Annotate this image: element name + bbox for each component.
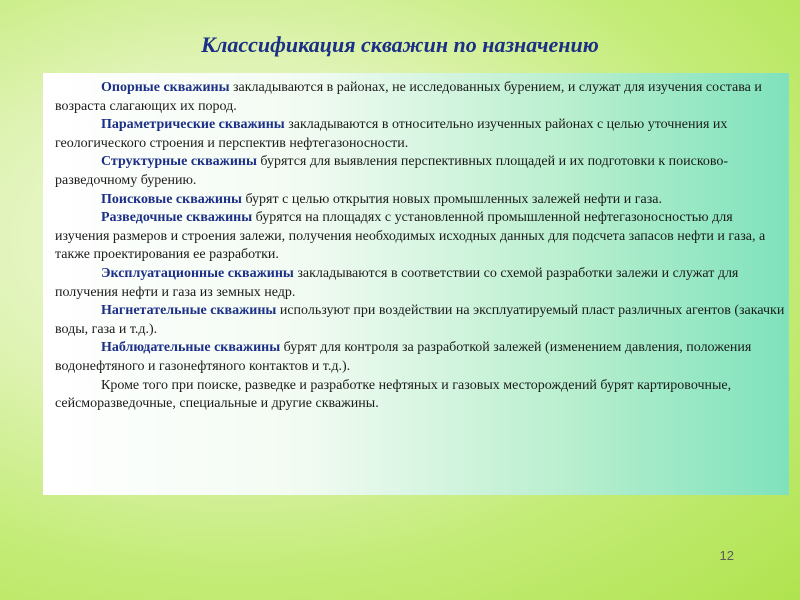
term-exploratory-wells: Поисковые скважины (101, 191, 242, 207)
paragraph-observation-wells (55, 339, 785, 376)
term-parametric-wells: Параметрические скважины (101, 117, 285, 133)
description-support-wells: закладываются в районах, не исследованных бурением, и служат для изучения состава и возраста слагающих их пород. (55, 80, 762, 114)
slide-title: Классификация скважин по назначению (201, 32, 599, 57)
description-structural-wells: бурятся для выявления перспективных площадей и их подготовки к поисково-разведочному бурению. (55, 154, 729, 188)
description-injection-wells: используют при воздействии на эксплуатируемый пласт различных агентов (закачки воды, газа и т.д.). (55, 303, 785, 337)
description-other-wells: Кроме того при поиске, разведке и разработке нефтяных и газовых месторождений бурят картировочные, сейсморазведочные, специальные и другие скважины. (55, 377, 732, 412)
description-production-wells: закладываются в соответствии со схемой разработки залежи и служат для получения нефти и газа из земных недр. (55, 265, 739, 300)
paragraph-parametric-wells (55, 116, 785, 153)
description-appraisal-wells: бурятся на площадях с установленной промышленной нефтегазоносностью для изучения размеров и строения залежи, получения необходимых исходных данных для подсчета запасов нефти и газа, а также проектирования ее разработки. (55, 210, 766, 263)
paragraph-production-wells (55, 265, 785, 302)
term-support-wells: Опорные скважины (101, 80, 230, 95)
paragraph-exploratory-wells (55, 191, 785, 210)
content-panel (43, 73, 789, 495)
description-observation-wells: бурят для контроля за разработкой залежей (изменением давления, положения водонефтяного и газонефтяного контактов и т.д.). (55, 340, 752, 374)
term-injection-wells: Нагнетательные скважины (101, 303, 277, 319)
paragraph-other-wells (55, 377, 785, 414)
term-production-wells: Эксплуатационные скважины (101, 265, 294, 281)
description-exploratory-wells: бурят с целью открытия новых промышленных залежей нефти и газа. (241, 191, 662, 207)
page-number: 12 (719, 548, 734, 563)
paragraph-appraisal-wells (55, 209, 785, 265)
description-parametric-wells: закладываются в относительно изученных районах с целью уточнения их геологического строения и перспектив нефтегазоносности. (55, 117, 728, 151)
paragraph-injection-wells (55, 302, 785, 339)
paragraph-support-wells (55, 79, 785, 116)
term-structural-wells: Структурные скважины (101, 154, 257, 170)
term-observation-wells: Наблюдательные скважины (101, 340, 281, 356)
paragraph-structural-wells (55, 153, 785, 190)
term-appraisal-wells: Разведочные скважины (101, 210, 253, 226)
